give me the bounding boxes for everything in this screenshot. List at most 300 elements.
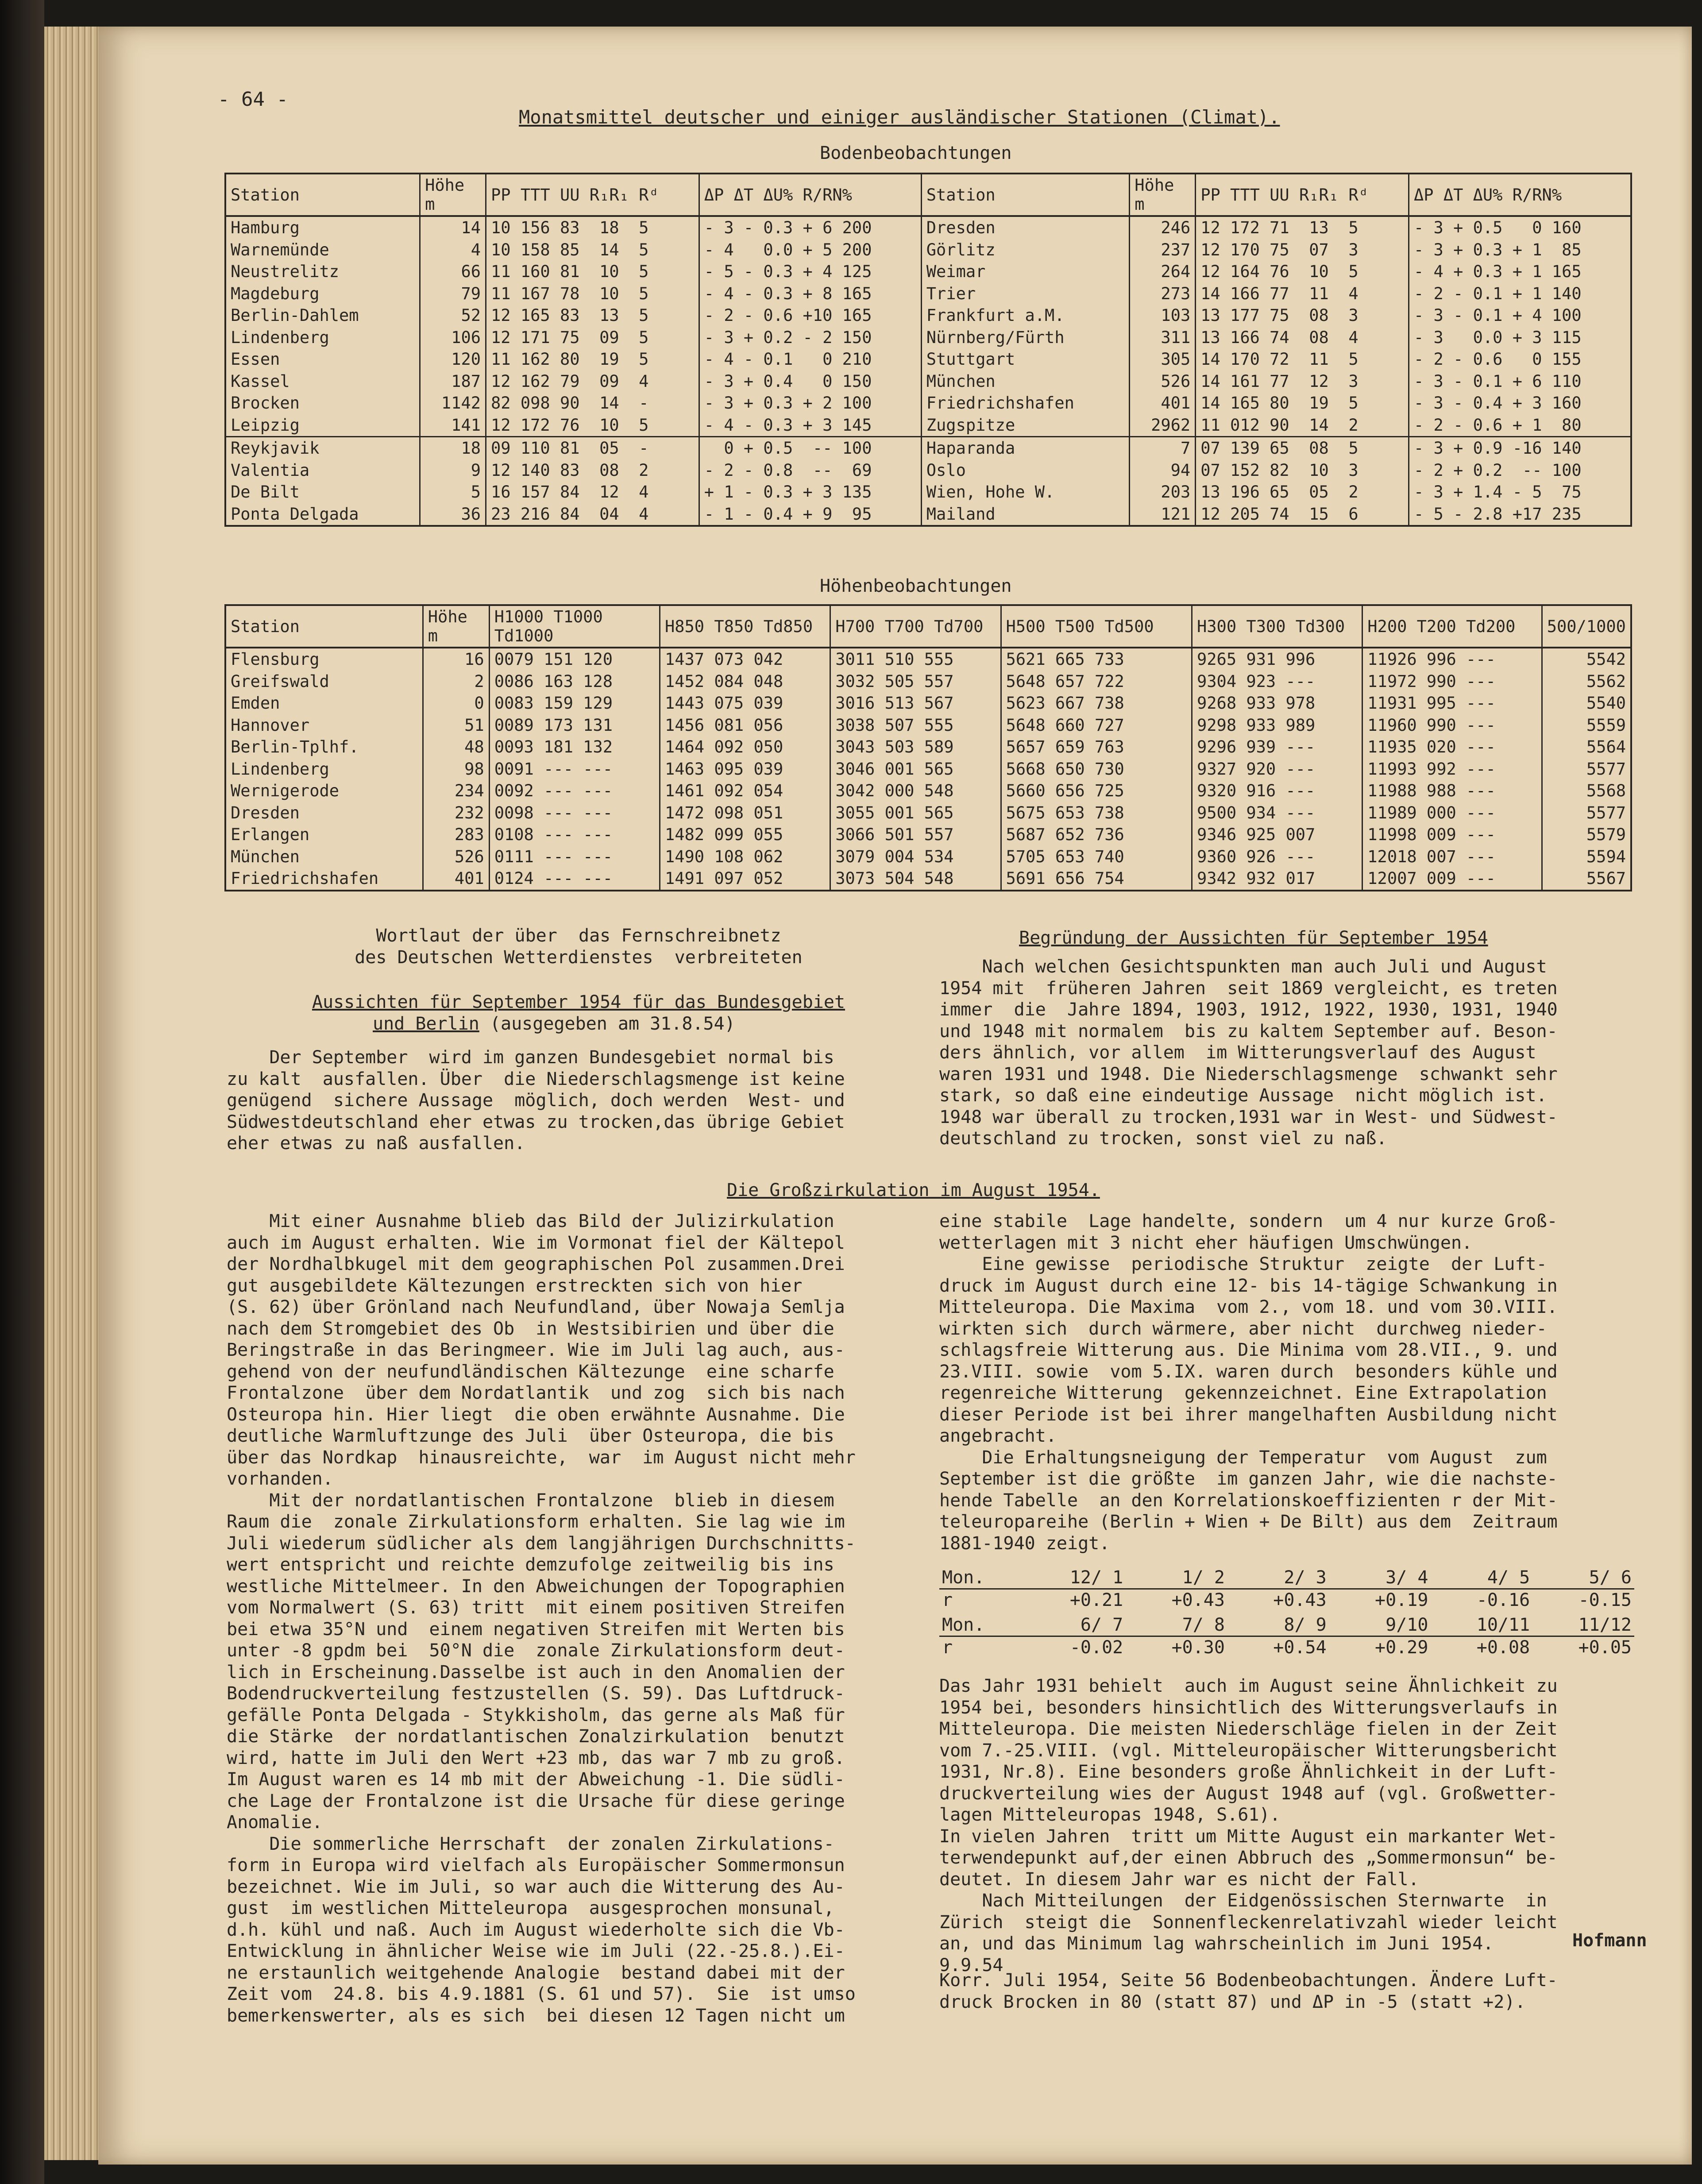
level-values: 9268 933 978 — [1192, 692, 1362, 714]
forecast-text: Der September wird im ganzen Bundesgebiet normal bis zu kalt ausfallen. Über die Niederschlagsmenge ist keine genügend sichere Aussage möglich, doch werden West- und Südwestdeutschland eher etwas zu trocken,das übrige Gebiet eher etwas zu naß ausfallen. — [227, 1047, 845, 1154]
station-height: 1142 — [420, 392, 486, 414]
correlation-value: 4/ 5 — [1431, 1567, 1532, 1589]
correlation-value: 6/ 7 — [1024, 1611, 1126, 1636]
station-name: Hannover — [225, 714, 423, 737]
level-values: 1482 099 055 — [660, 824, 830, 846]
hoehen-row — [225, 714, 1631, 737]
deviation-values: - 3 + 1.4 - 5 75 — [1409, 481, 1631, 503]
level-values: 3038 507 555 — [830, 714, 1001, 737]
boden-subtitle: Bodenbeobachtungen — [820, 143, 1012, 163]
deviation-values: - 2 + 0.2 -- 100 — [1409, 459, 1631, 482]
station-name: München — [921, 370, 1130, 393]
hdr-station: Station — [225, 174, 420, 216]
hh-hoehe: Höhe m — [423, 605, 489, 648]
deviation-values: 0 + 0.5 -- 100 — [699, 437, 921, 459]
level-values: 0098 --- --- — [489, 802, 660, 824]
boden-row — [225, 261, 1631, 283]
station-name: Stuttgart — [921, 348, 1130, 370]
climat-values: 23 216 84 04 4 — [486, 503, 699, 526]
level-values: 9296 939 --- — [1192, 736, 1362, 758]
hh-500: H500 T500 Td500 — [1001, 605, 1192, 648]
climat-values: 10 156 83 18 5 — [486, 216, 699, 239]
level-values: 9327 920 --- — [1192, 758, 1362, 780]
deviation-values: - 2 - 0.6 +10 165 — [699, 305, 921, 327]
hdr-station-2: Station — [921, 174, 1130, 216]
correlation-value: -0.15 — [1578, 1590, 1632, 1610]
correlation-value: 2/ 3 — [1227, 1567, 1329, 1589]
station-name: Valentia — [225, 459, 420, 482]
climat-values: 12 165 83 13 5 — [486, 305, 699, 327]
level-values: 11989 000 --- — [1362, 802, 1542, 824]
correlation-value: +0.43 — [1273, 1590, 1327, 1610]
hoehen-row — [225, 824, 1631, 846]
hoehen-row — [225, 648, 1631, 671]
level-values: 9346 925 007 — [1192, 824, 1362, 846]
station-name: Brocken — [225, 392, 420, 414]
correlation-value: 3/ 4 — [1329, 1567, 1431, 1589]
station-height: 311 — [1130, 327, 1196, 349]
hh-700: H700 T700 Td700 — [830, 605, 1001, 648]
station-name: Weimar — [921, 261, 1130, 283]
page-edges — [44, 27, 102, 2160]
station-height: 2 — [423, 671, 489, 693]
hh-200: H200 T200 Td200 — [1362, 605, 1542, 648]
station-height: 203 — [1130, 481, 1196, 503]
correlation-label: Mon. — [939, 1567, 1024, 1589]
station-height: 246 — [1130, 216, 1196, 239]
station-height: 48 — [423, 736, 489, 758]
station-name: Berlin-Tplhf. — [225, 736, 423, 758]
climat-values: 12 171 75 09 5 — [486, 327, 699, 349]
boden-row — [225, 327, 1631, 349]
hh-1000: H1000 T1000 Td1000 — [489, 605, 660, 648]
level-values: 11935 020 --- — [1362, 736, 1542, 758]
level-values: 0093 181 132 — [489, 736, 660, 758]
deviation-values: - 3 + 0.9 -16 140 — [1409, 437, 1631, 459]
station-height: 401 — [423, 868, 489, 891]
deviation-values: - 2 - 0.8 -- 69 — [699, 459, 921, 482]
level-values: 3011 510 555 — [830, 648, 1001, 671]
page-number: - 64 - — [218, 88, 288, 111]
climat-values: 12 170 75 07 3 — [1196, 239, 1409, 261]
climat-values: 12 162 79 09 4 — [486, 370, 699, 393]
station-name: Berlin-Dahlem — [225, 305, 420, 327]
level-values: 9500 934 --- — [1192, 802, 1362, 824]
level-values: 5579 — [1542, 824, 1631, 846]
boden-row — [225, 216, 1631, 239]
level-values: 0091 --- --- — [489, 758, 660, 780]
forecast-heading-2b: (ausgegeben am 31.8.54) — [479, 1014, 735, 1034]
deviation-values: - 4 - 0.3 + 8 165 — [699, 283, 921, 305]
deviation-values: - 2 - 0.1 + 1 140 — [1409, 283, 1631, 305]
hdr-climat-2: PP TTT UU R₁R₁ Rᵈ — [1196, 174, 1409, 216]
forecast-heading-2 — [373, 1013, 735, 1035]
hoehen-row — [225, 780, 1631, 802]
station-name: Ponta Delgada — [225, 503, 420, 526]
reasoning-text: Nach welchen Gesichtspunkten man auch Juli und August 1954 mit früheren Jahren seit 1869 vergleicht, es treten immer die Jahre 1894, 1903, 1912, 1922, 1930, 1931, 1940 und 1948 mit normalem bis zu kaltem September auf. Beson- ders ähnlich, vor allem im Witterungsverlauf des August waren 1931 und 1948. Die Niederschlagsmenge schwankt sehr stark, so daß eine eindeutige Aussage nicht möglich ist. 1948 war überall zu trocken,1931 war in West- und Südwest- deutschland zu trocken, sonst viel zu naß. — [939, 957, 1558, 1149]
level-values: 5648 657 722 — [1001, 671, 1192, 693]
station-height: 52 — [420, 305, 486, 327]
climat-values: 14 170 72 11 5 — [1196, 348, 1409, 370]
level-values: 5623 667 738 — [1001, 692, 1192, 714]
level-values: 3042 000 548 — [830, 780, 1001, 802]
correlation-value: +0.19 — [1375, 1590, 1428, 1610]
station-height: 305 — [1130, 348, 1196, 370]
station-name: Flensburg — [225, 648, 423, 671]
station-height: 283 — [423, 824, 489, 846]
level-values: 1490 108 062 — [660, 846, 830, 868]
station-name: Friedrichshafen — [921, 392, 1130, 414]
level-values: 1472 098 051 — [660, 802, 830, 824]
deviation-values: - 3 - 0.1 + 4 100 — [1409, 305, 1631, 327]
gross-right-text-2: Das Jahr 1931 behielt auch im August seine Ähnlichkeit zu 1954 bei, besonders hinsichtlich des Witterungsverlaufs in Mitteleuropa. Die meisten Niederschläge fielen in der Zeit vom 7.-25.VIII. (vgl. Mitteleuropäischer Witterungsbericht 1931, Nr.8). Eine besonders große Ähnlichkeit in der Luft- druckverteilung wies der August 1948 auf (vgl. Großwetter- lagen Mitteleuropas 1948, S.61). In vielen Jahren tritt um Mitte August ein markanter Wet- terwendepunkt auf,der einen Abbruch des „Sommermonsun“ be- deutet. In diesem Jahr war es nicht der Fall. Nach Mitteilungen der Eidgenössischen Sternwarte in Zürich steigt die Sonnenfleckenrelativzahl wieder leicht an, und das Minimum lag wahrscheinlich im Juni 1954. 9.9.54 — [939, 1676, 1558, 1976]
station-height: 5 — [420, 481, 486, 503]
deviation-values: - 1 - 0.4 + 9 95 — [699, 503, 921, 526]
boden-row — [225, 459, 1631, 482]
hh-300: H300 T300 Td300 — [1192, 605, 1362, 648]
boden-row — [225, 414, 1631, 437]
station-name: Frankfurt a.M. — [921, 305, 1130, 327]
station-name: Zugspitze — [921, 414, 1130, 437]
station-name: Dresden — [225, 802, 423, 824]
station-height: 232 — [423, 802, 489, 824]
deviation-values: - 3 - 0.4 + 3 160 — [1409, 392, 1631, 414]
correlation-value: 7/ 8 — [1126, 1611, 1227, 1636]
station-height: 94 — [1130, 459, 1196, 482]
correlation-row — [939, 1636, 1634, 1659]
deviation-values: - 5 - 0.3 + 4 125 — [699, 261, 921, 283]
station-name: Oslo — [921, 459, 1130, 482]
level-values: 5559 — [1542, 714, 1631, 737]
level-values: 11988 988 --- — [1362, 780, 1542, 802]
correlation-value: -0.16 — [1476, 1590, 1530, 1610]
station-name: Essen — [225, 348, 420, 370]
station-height: 237 — [1130, 239, 1196, 261]
hoehen-row — [225, 692, 1631, 714]
forecast-heading-1: Aussichten für September 1954 für das Bundesgebiet — [312, 992, 845, 1012]
level-values: 5594 — [1542, 846, 1631, 868]
station-height: 7 — [1130, 437, 1196, 459]
station-name: Erlangen — [225, 824, 423, 846]
climat-values: 13 166 74 08 4 — [1196, 327, 1409, 349]
correlation-label: Mon. — [939, 1611, 1024, 1636]
deviation-values: - 4 - 0.3 + 3 145 — [699, 414, 921, 437]
correlation-label: r — [942, 1637, 953, 1658]
station-height: 36 — [420, 503, 486, 526]
level-values: 5562 — [1542, 671, 1631, 693]
station-height: 9 — [420, 459, 486, 482]
station-name: Hamburg — [225, 216, 420, 239]
climat-values: 11 162 80 19 5 — [486, 348, 699, 370]
level-values: 0089 173 131 — [489, 714, 660, 737]
level-values: 11931 995 --- — [1362, 692, 1542, 714]
level-values: 5660 656 725 — [1001, 780, 1192, 802]
level-values: 0086 163 128 — [489, 671, 660, 693]
deviation-values: - 5 - 2.8 +17 235 — [1409, 503, 1631, 526]
boden-table-wrap — [224, 173, 1632, 527]
level-values: 0108 --- --- — [489, 824, 660, 846]
level-values: 5621 665 733 — [1001, 648, 1192, 671]
climat-values: 12 172 76 10 5 — [486, 414, 699, 437]
climat-values: 09 110 81 05 - — [486, 437, 699, 459]
boden-row — [225, 503, 1631, 526]
correlation-row — [939, 1611, 1634, 1636]
correlation-value: -0.02 — [1069, 1637, 1123, 1658]
station-name: Neustrelitz — [225, 261, 420, 283]
intro-line-1: Wortlaut der über das Fernschreibnetz — [376, 926, 781, 946]
station-height: 18 — [420, 437, 486, 459]
deviation-values: - 3 + 0.2 - 2 150 — [699, 327, 921, 349]
level-values: 1463 095 039 — [660, 758, 830, 780]
station-height: 0 — [423, 692, 489, 714]
correlation-value: +0.21 — [1069, 1590, 1123, 1610]
level-values: 3043 503 589 — [830, 736, 1001, 758]
boden-row — [225, 392, 1631, 414]
forecast-heading-2a: und Berlin — [373, 1014, 479, 1034]
correlation-table-wrap — [939, 1567, 1634, 1658]
hoehen-table-wrap — [224, 604, 1632, 891]
climat-values: 11 012 90 14 2 — [1196, 414, 1409, 437]
hh-850: H850 T850 Td850 — [660, 605, 830, 648]
correlation-value: +0.30 — [1171, 1637, 1225, 1658]
level-values: 5564 — [1542, 736, 1631, 758]
station-name: Wernigerode — [225, 780, 423, 802]
deviation-values: - 2 - 0.6 0 155 — [1409, 348, 1631, 370]
level-values: 5568 — [1542, 780, 1631, 802]
climat-values: 10 158 85 14 5 — [486, 239, 699, 261]
level-values: 3073 504 548 — [830, 868, 1001, 891]
gross-title: Die Großzirkulation im August 1954. — [727, 1180, 1100, 1200]
book-spine — [0, 0, 44, 2184]
hoehen-row — [225, 758, 1631, 780]
station-name: Lindenberg — [225, 758, 423, 780]
climat-values: 13 196 65 05 2 — [1196, 481, 1409, 503]
hoehen-subtitle: Höhenbeobachtungen — [820, 576, 1012, 596]
correlation-table — [939, 1567, 1634, 1658]
level-values: 11993 992 --- — [1362, 758, 1542, 780]
hh-station: Station — [225, 605, 423, 648]
station-name: De Bilt — [225, 481, 420, 503]
level-values: 9360 926 --- — [1192, 846, 1362, 868]
station-name: Warnemünde — [225, 239, 420, 261]
station-height: 98 — [423, 758, 489, 780]
level-values: 3079 004 534 — [830, 846, 1001, 868]
gross-right-text-1: eine stabile Lage handelte, sondern um 4 nur kurze Groß- wetterlagen mit 3 nicht eher häufigen Umschwüngen. Eine gewisse periodische Struktur zeigte der Luft- druck im August durch eine 12- bis 14-tägige Schwankung in Mitteleuropa. Die Maxima vom 2., vom 18. und vom 30.VIII. wirkten sich durch wärmere, aber nicht durchweg nieder- schlagsfreie Witterung aus. Die Minima vom 28.VII., 9. und 23.VIII. sowie vom 5.IX. waren durch besonders kühle und regenreiche Witterung gekennzeichnet. Eine Extrapolation dieser Periode ist bei ihrer mangelhaften Ausbildung nicht angebracht. Die Erhaltungsneigung der Temperatur vom August zum September ist die größte im ganzen Jahr, wie die nachste- hende Tabelle an den Korrelationskoeffizienten r der Mit- teleuropareihe (Berlin + Wien + De Bilt) aus dem Zeitraum 1881-1940 zeigt. — [939, 1211, 1558, 1554]
level-values: 5687 652 736 — [1001, 824, 1192, 846]
boden-row — [225, 370, 1631, 393]
author: Hofmann — [1572, 1930, 1647, 1951]
level-values: 5577 — [1542, 758, 1631, 780]
level-values: 12018 007 --- — [1362, 846, 1542, 868]
deviation-values: - 4 + 0.3 + 1 165 — [1409, 261, 1631, 283]
station-height: 273 — [1130, 283, 1196, 305]
climat-values: 07 139 65 08 5 — [1196, 437, 1409, 459]
level-values: 9298 933 989 — [1192, 714, 1362, 737]
correction-note: Korr. Juli 1954, Seite 56 Bodenbeobachtungen. Ändere Luft- druck Brocken in 80 (statt 87) und ΔP in -5 (statt +2). — [939, 1970, 1558, 2012]
correlation-value: 10/11 — [1431, 1611, 1532, 1636]
climat-values: 12 164 76 10 5 — [1196, 261, 1409, 283]
level-values: 0124 --- --- — [489, 868, 660, 891]
correlation-value: 8/ 9 — [1227, 1611, 1329, 1636]
station-name: Trier — [921, 283, 1130, 305]
station-height: 51 — [423, 714, 489, 737]
deviation-values: - 3 + 0.3 + 2 100 — [699, 392, 921, 414]
station-name: München — [225, 846, 423, 868]
station-name: Görlitz — [921, 239, 1130, 261]
hoehen-table — [224, 604, 1632, 891]
station-height: 264 — [1130, 261, 1196, 283]
station-name: Emden — [225, 692, 423, 714]
climat-values: 14 161 77 12 3 — [1196, 370, 1409, 393]
correlation-row — [939, 1567, 1634, 1589]
station-height: 526 — [1130, 370, 1196, 393]
correlation-value: 12/ 1 — [1024, 1567, 1126, 1589]
level-values: 1464 092 050 — [660, 736, 830, 758]
level-values: 5577 — [1542, 802, 1631, 824]
level-values: 5657 659 763 — [1001, 736, 1192, 758]
station-name: Greifswald — [225, 671, 423, 693]
level-values: 9320 916 --- — [1192, 780, 1362, 802]
station-height: 401 — [1130, 392, 1196, 414]
level-values: 5691 656 754 — [1001, 868, 1192, 891]
climat-values: 13 177 75 08 3 — [1196, 305, 1409, 327]
correlation-value: +0.05 — [1578, 1637, 1632, 1658]
hoehen-row — [225, 868, 1631, 891]
station-height: 66 — [420, 261, 486, 283]
deviation-values: - 3 + 0.3 + 1 85 — [1409, 239, 1631, 261]
level-values: 0079 151 120 — [489, 648, 660, 671]
level-values: 9342 932 017 — [1192, 868, 1362, 891]
deviation-values: - 4 0.0 + 5 200 — [699, 239, 921, 261]
boden-table — [224, 173, 1632, 527]
correlation-value: +0.54 — [1273, 1637, 1327, 1658]
level-values: 1452 084 048 — [660, 671, 830, 693]
hdr-delta: ΔP ΔT ΔU% R/RN% — [699, 174, 921, 216]
correlation-value: 1/ 2 — [1126, 1567, 1227, 1589]
hdr-hoehe: Höhe m — [420, 174, 486, 216]
level-values: 5540 — [1542, 692, 1631, 714]
hoehen-row — [225, 671, 1631, 693]
level-values: 3016 513 567 — [830, 692, 1001, 714]
station-name: Leipzig — [225, 414, 420, 437]
level-values: 1461 092 054 — [660, 780, 830, 802]
station-height: 121 — [1130, 503, 1196, 526]
level-values: 1443 075 039 — [660, 692, 830, 714]
station-name: Kassel — [225, 370, 420, 393]
level-values: 11960 990 --- — [1362, 714, 1542, 737]
level-values: 5675 653 738 — [1001, 802, 1192, 824]
station-name: Friedrichshafen — [225, 868, 423, 891]
climat-values: 82 098 90 14 - — [486, 392, 699, 414]
level-values: 5648 660 727 — [1001, 714, 1192, 737]
correlation-label: r — [942, 1590, 953, 1610]
station-height: 2962 — [1130, 414, 1196, 437]
level-values: 3046 001 565 — [830, 758, 1001, 780]
station-name: Nürnberg/Fürth — [921, 327, 1130, 349]
hoehen-row — [225, 736, 1631, 758]
station-name: Reykjavik — [225, 437, 420, 459]
level-values: 9304 923 --- — [1192, 671, 1362, 693]
deviation-values: - 4 - 0.1 0 210 — [699, 348, 921, 370]
level-values: 12007 009 --- — [1362, 868, 1542, 891]
hoehen-row — [225, 846, 1631, 868]
level-values: 1456 081 056 — [660, 714, 830, 737]
level-values: 3055 001 565 — [830, 802, 1001, 824]
station-height: 106 — [420, 327, 486, 349]
hh-thickness: 500/1000 — [1542, 605, 1631, 648]
deviation-values: - 3 + 0.5 0 160 — [1409, 216, 1631, 239]
station-height: 14 — [420, 216, 486, 239]
station-height: 79 — [420, 283, 486, 305]
station-name: Lindenberg — [225, 327, 420, 349]
boden-row — [225, 348, 1631, 370]
climat-values: 12 172 71 13 5 — [1196, 216, 1409, 239]
climat-values: 14 166 77 11 4 — [1196, 283, 1409, 305]
level-values: 11926 996 --- — [1362, 648, 1542, 671]
page-title: Monatsmittel deutscher und einiger ausländischer Stationen (Climat). — [519, 106, 1280, 128]
boden-row — [225, 305, 1631, 327]
level-values: 3032 505 557 — [830, 671, 1001, 693]
station-height: 103 — [1130, 305, 1196, 327]
station-height: 234 — [423, 780, 489, 802]
deviation-values: - 3 - 0.3 + 6 200 — [699, 216, 921, 239]
deviation-values: - 2 - 0.6 + 1 80 — [1409, 414, 1631, 437]
correlation-value: +0.43 — [1171, 1590, 1225, 1610]
correlation-value: +0.29 — [1375, 1637, 1428, 1658]
correlation-value: 5/ 6 — [1532, 1567, 1634, 1589]
station-name: Dresden — [921, 216, 1130, 239]
station-height: 120 — [420, 348, 486, 370]
correlation-value: 9/10 — [1329, 1611, 1431, 1636]
boden-row — [225, 437, 1631, 459]
climat-values: 07 152 82 10 3 — [1196, 459, 1409, 482]
climat-values: 14 165 80 19 5 — [1196, 392, 1409, 414]
station-name: Mailand — [921, 503, 1130, 526]
station-name: Magdeburg — [225, 283, 420, 305]
level-values: 5668 650 730 — [1001, 758, 1192, 780]
hdr-climat: PP TTT UU R₁R₁ Rᵈ — [486, 174, 699, 216]
level-values: 3066 501 557 — [830, 824, 1001, 846]
climat-values: 16 157 84 12 4 — [486, 481, 699, 503]
climat-values: 11 160 81 10 5 — [486, 261, 699, 283]
hdr-hoehe-2: Höhe m — [1130, 174, 1196, 216]
boden-row — [225, 481, 1631, 503]
level-values: 9265 931 996 — [1192, 648, 1362, 671]
deviation-values: - 3 0.0 + 3 115 — [1409, 327, 1631, 349]
level-values: 5542 — [1542, 648, 1631, 671]
level-values: 5705 653 740 — [1001, 846, 1192, 868]
reasoning-heading: Begründung der Aussichten für September 1954 — [1019, 928, 1488, 948]
boden-row — [225, 239, 1631, 261]
climat-values: 12 205 74 15 6 — [1196, 503, 1409, 526]
gross-left-text: Mit einer Ausnahme blieb das Bild der Julizirkulation auch im August erhalten. Wie im Vormonat fiel der Kältepol der Nordhalbkugel mit dem geographischen Pol zusammen.Drei gut ausgebildete Kältezungen erstreckten sich von hier (S. 62) über Grönland nach Neufundland, über Nowaja Semlja nach dem Stromgebiet des Ob in Westsibirien und über die Beringstraße in das Beringmeer. Wie im Juli lag auch, aus- gehend von der neufundländischen Kältezunge eine scharfe Frontalzone über dem Nordatlantik und zog sich bis nach Osteuropa hin. Hier liegt die oben erwähnte Ausnahme. Die deutliche Warmluftzunge des Juli über Osteuropa, die bis über das Nordkap hinausreichte, war im August nicht mehr vorhanden. Mit der nordatlantischen Frontalzone blieb in diesem Raum die zonale Zirkulationsform erhalten. Sie lag wie im Juli wiederum südlicher als dem langjährigen Durchschnitts- wert entspricht und reichte demzufolge zeitweilig bis ins westliche Mittelmeer. In den Abweichungen der Topographien vom Normalwert (S. 63) tritt mit einem positiven Streifen bei etwa 35°N und einem negativen Streifen mit Werten bis unter -8 gpdm bei 50°N die zonale Zirkulationsform deut- lich in Erscheinung.Dasselbe ist auch in den Anomalien der Bodendruckverteilung festzustellen (S. 59). Das Luftdruck- gefälle Ponta Delgada - Stykkisholm, das gerne als Maß für die Stärke der nordatlantischen Zonalzirkulation benutzt wird, hatte im Juli den Wert +23 mb, das war 7 mb zu groß. Im August waren es 14 mb mit der Abweichung -1. Die südli- che Lage der Frontalzone ist die Ursache für diese geringe Anomalie. Die sommerliche Herrschaft der zonalen Zirkulations- form in Europa wird vielfach als Europäischer Sommermonsun bezeichnet. Wie im Juli, so war auch die Witterung des Au- gust im westlichen Mitteleuropa ausgesprochen monsunal, d.h. kühl und naß. Auch im August wiederholte sich die Vb- Entwicklung in ähnlicher Weise wie im Juli (22.-25.8.).Ei- ne erstaunlich weitgehende Analogie bestand dabei mit der Zeit vom 24.8. bis 4.9.1881 (S. 61 und 57). Sie ist umso bemerkenswerter, als es sich bei diesen 12 Tagen nicht um — [227, 1211, 856, 2026]
climat-values: 12 140 83 08 2 — [486, 459, 699, 482]
level-values: 1437 073 042 — [660, 648, 830, 671]
level-values: 0083 159 129 — [489, 692, 660, 714]
deviation-values: - 3 - 0.1 + 6 110 — [1409, 370, 1631, 393]
station-height: 4 — [420, 239, 486, 261]
deviation-values: - 3 + 0.4 0 150 — [699, 370, 921, 393]
deviation-values: + 1 - 0.3 + 3 135 — [699, 481, 921, 503]
station-height: 16 — [423, 648, 489, 671]
hdr-delta-2: ΔP ΔT ΔU% R/RN% — [1409, 174, 1631, 216]
correlation-value: +0.08 — [1476, 1637, 1530, 1658]
page — [98, 27, 1692, 2165]
station-height: 141 — [420, 414, 486, 437]
level-values: 5567 — [1542, 868, 1631, 891]
level-values: 0111 --- --- — [489, 846, 660, 868]
station-height: 526 — [423, 846, 489, 868]
